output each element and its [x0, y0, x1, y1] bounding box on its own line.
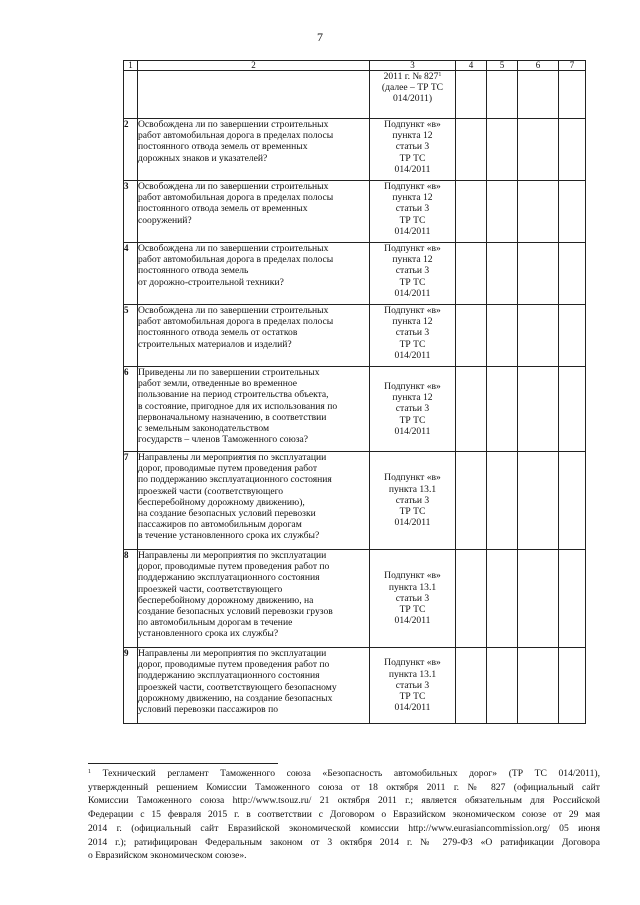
footnote-line: $^1$ Технический регламент Таможенного союза «Безопасность автомобильных дорог» (ТР ТС 014/2011),	[88, 768, 600, 779]
column-header-4: 4	[456, 61, 487, 71]
answer-cell-col-6	[518, 181, 559, 243]
question-line: работ автомобильная дорога в пределах полосы	[138, 316, 334, 328]
question-line: работ земли, отведенные во временное	[138, 378, 298, 390]
answer-cell-col-7	[559, 181, 586, 243]
reference-line: 014/2011	[394, 287, 431, 299]
question-line: первоначальному назначению, в соответствии	[138, 411, 327, 423]
question-line: работ автомобильная дорога в пределах полосы	[138, 254, 334, 266]
reference-line: Подпункт «в»	[384, 472, 441, 484]
column-header-6: 6	[518, 61, 559, 71]
page-number: 7	[317, 30, 323, 44]
table-row	[124, 243, 586, 305]
reference-line: 014/2011	[394, 163, 431, 175]
table-row	[124, 367, 586, 452]
answer-cell-col-5	[487, 243, 518, 305]
question-cell	[138, 243, 370, 305]
question-line: бесперебойному дорожному движению, на	[138, 594, 314, 606]
reference-line: ТР ТС	[399, 414, 426, 426]
answer-cell-col-6	[518, 367, 559, 452]
question-line: Освобождена ли по завершении строительных	[138, 305, 329, 316]
question-line: сооружений?	[138, 214, 192, 226]
question-line: бесперебойному дорожному движению),	[138, 496, 305, 508]
answer-cell-col-5	[487, 367, 518, 452]
question-line: постоянного отвода земель от временных	[138, 203, 308, 215]
question-line: пассажиров по автомобильным дорогам	[138, 519, 302, 531]
column-header-2: 2	[138, 61, 370, 71]
answer-cell-col-4	[456, 550, 487, 648]
question-line: Направлены ли мероприятия по эксплуатации	[138, 452, 327, 463]
answer-cell-col-4	[456, 119, 487, 181]
column-header-7: 7	[559, 61, 586, 71]
question-line: работ автомобильная дорога в пределах полосы	[138, 130, 334, 142]
reference-cell	[370, 550, 456, 648]
reference-line: 014/2011	[394, 702, 431, 714]
table-row	[124, 305, 586, 367]
question-cell	[138, 367, 370, 452]
row-number-cell: 8	[124, 550, 138, 648]
reference-cell	[370, 367, 456, 452]
reference-line: пункта 12	[392, 316, 433, 328]
question-line: Освобождена ли по завершении строительных	[138, 243, 329, 254]
answer-cell-col-5	[487, 71, 518, 119]
table-row	[124, 119, 586, 181]
answer-cell-col-4	[456, 367, 487, 452]
answer-cell-col-7	[559, 243, 586, 305]
reference-line: 014/2011	[394, 615, 431, 627]
column-header-5: 5	[487, 61, 518, 71]
question-line: по автомобильным дорогам в течение	[138, 617, 293, 629]
question-line: проезжей части, соответствующего	[138, 583, 283, 595]
answer-cell-col-4	[456, 243, 487, 305]
answer-cell-col-5	[487, 648, 518, 724]
answer-cell-col-6	[518, 648, 559, 724]
question-line: работ автомобильная дорога в пределах полосы	[138, 192, 334, 204]
question-line: Приведены ли по завершении строительных	[138, 367, 320, 378]
question-line: постоянного отвода земель	[138, 265, 249, 277]
reference-line: пункта 13.1	[388, 668, 437, 680]
question-line: с земельным законодательством	[138, 423, 270, 435]
footnote-line: утвержденный решением Комиссии Таможенного союза от 18 октября 2011 г. № 827 (официальный сайт	[88, 781, 600, 793]
reference-line: пункта 12	[392, 130, 433, 142]
reference-line: 014/2011	[394, 349, 431, 361]
answer-cell-col-7	[559, 119, 586, 181]
reference-line: (далее – ТР ТС	[381, 82, 444, 94]
answer-cell-col-5	[487, 305, 518, 367]
reference-line: Подпункт «в»	[384, 380, 441, 392]
question-line: постоянного отвода земель от остатков	[138, 327, 298, 339]
footnote-line: Комиссии Таможенного союза http://www.tsouz.ru/ 21 октября 2011 г.; является обязательным для Российской	[88, 795, 600, 807]
reference-cell	[370, 243, 456, 305]
question-line: Направлены ли мероприятия по эксплуатации	[138, 648, 327, 659]
column-header-1: 1	[124, 61, 138, 71]
reference-cell	[370, 648, 456, 724]
reference-line: статьи 3	[395, 494, 430, 506]
question-line: в течение установленного срока их службы?	[138, 530, 320, 542]
question-line: проезжей части (соответствующего	[138, 485, 284, 497]
reference-line: пункта 12	[392, 192, 433, 204]
footnote-mark: 1	[88, 769, 91, 775]
question-line: создание безопасных условий перевозки грузов	[138, 606, 333, 618]
reference-line: статьи 3	[395, 679, 430, 691]
reference-line: ТР ТС	[399, 214, 426, 226]
table-row	[124, 648, 586, 724]
question-line: Направлены ли мероприятия по эксплуатации	[138, 550, 327, 561]
reference-line: ТР ТС	[399, 152, 426, 164]
reference-line: пункта 13.1	[388, 581, 437, 593]
question-line: поддержанию эксплуатационного состояния	[138, 670, 320, 682]
table-row	[124, 181, 586, 243]
question-line: на создание безопасных условий перевозки	[138, 508, 316, 520]
reference-line: статьи 3	[395, 592, 430, 604]
checklist-table	[123, 60, 586, 724]
reference-cell	[370, 452, 456, 550]
table-body	[124, 71, 586, 724]
question-cell	[138, 71, 370, 119]
question-cell	[138, 550, 370, 648]
answer-cell-col-7	[559, 71, 586, 119]
question-line: по поддержанию эксплуатационного состояния	[138, 474, 332, 486]
question-line: Освобождена ли по завершении строительных	[138, 181, 329, 192]
question-cell	[138, 305, 370, 367]
reference-line: 014/2011	[394, 517, 431, 529]
row-number-cell: 2	[124, 119, 138, 181]
reference-line: пункта 13.1	[388, 483, 437, 495]
answer-cell-col-5	[487, 181, 518, 243]
question-line: строительных материалов и изделий?	[138, 338, 292, 350]
answer-cell-col-4	[456, 305, 487, 367]
question-cell	[138, 452, 370, 550]
reference-line: Подпункт «в»	[384, 243, 441, 254]
question-cell	[138, 648, 370, 724]
answer-cell-col-5	[487, 550, 518, 648]
reference-line: ТР ТС	[399, 691, 426, 703]
question-line: дорог, проводимые путем проведения работ	[138, 463, 318, 475]
question-line: дорожному движению, на создание безопасных	[138, 692, 333, 704]
reference-line: ТР ТС	[399, 604, 426, 616]
answer-cell-col-7	[559, 452, 586, 550]
answer-cell-col-7	[559, 367, 586, 452]
question-line: постоянного отвода земель от временных	[138, 141, 308, 153]
answer-cell-col-4	[456, 452, 487, 550]
answer-cell-col-6	[518, 71, 559, 119]
footnote-line: о Евразийском экономическом союзе».	[88, 850, 247, 862]
answer-cell-col-6	[518, 550, 559, 648]
reference-line: 014/2011	[394, 425, 431, 437]
row-number-cell: 3	[124, 181, 138, 243]
header-row	[124, 61, 586, 71]
answer-cell-col-7	[559, 550, 586, 648]
row-number-cell: 7	[124, 452, 138, 550]
reference-cell	[370, 71, 456, 119]
question-line: Освобождена ли по завершении строительных	[138, 119, 329, 130]
table-row	[124, 550, 586, 648]
question-line: дорожных знаков и указателей?	[138, 152, 268, 164]
question-line: условий перевозки пассажиров по	[138, 704, 279, 716]
answer-cell-col-6	[518, 119, 559, 181]
question-line: государств – членов Таможенного союза?	[138, 434, 309, 446]
question-cell	[138, 181, 370, 243]
question-line: установленного срока их службы?	[138, 628, 279, 640]
row-number-cell: 6	[124, 367, 138, 452]
answer-cell-col-7	[559, 305, 586, 367]
row-number-cell: 5	[124, 305, 138, 367]
reference-line: Подпункт «в»	[384, 181, 441, 192]
reference-line: Подпункт «в»	[384, 119, 441, 130]
reference-cell	[370, 119, 456, 181]
answer-cell-col-6	[518, 305, 559, 367]
table-row-continuation	[124, 71, 586, 119]
row-number-cell: 4	[124, 243, 138, 305]
reference-line: 2011 г. № $827^1$	[383, 71, 442, 82]
reference-line: статьи 3	[395, 403, 430, 415]
reference-line: Подпункт «в»	[384, 657, 441, 669]
reference-line: статьи 3	[395, 265, 430, 277]
reference-line: Подпункт «в»	[384, 570, 441, 582]
question-line: дорог, проводимые путем проведения работ по	[138, 561, 330, 573]
footnote-line: 2014 г. (официальный сайт Евразийской экономической комиссии http://www.eurasiancommission.org/ 05 июня	[88, 822, 600, 834]
footnote	[88, 767, 600, 863]
reference-line: пункта 12	[392, 392, 433, 404]
reference-line: ТР ТС	[399, 338, 426, 350]
footnote-mark: 1	[438, 72, 442, 78]
column-header-3: 3	[370, 61, 456, 71]
question-line: от дорожно-строительной техники?	[138, 276, 284, 288]
question-line: в состояние, пригодное для их использования по	[138, 400, 338, 412]
table-row	[124, 452, 586, 550]
answer-cell-col-4	[456, 181, 487, 243]
reference-line: ТР ТС	[399, 506, 426, 518]
answer-cell-col-4	[456, 71, 487, 119]
reference-line: статьи 3	[395, 327, 430, 339]
reference-line: статьи 3	[395, 141, 430, 153]
question-line: поддержанию эксплуатационного состояния	[138, 572, 320, 584]
reference-line: пункта 12	[392, 254, 433, 266]
reference-line: статьи 3	[395, 203, 430, 215]
answer-cell-col-4	[456, 648, 487, 724]
reference-line: Подпункт «в»	[384, 305, 441, 316]
question-cell	[138, 119, 370, 181]
reference-cell	[370, 181, 456, 243]
answer-cell-col-7	[559, 648, 586, 724]
answer-cell-col-5	[487, 452, 518, 550]
footnote-line: Федерации с 15 февраля 2015 г. в соответствии с Договором о Евразийском экономическом союзе от 29 мая	[88, 809, 600, 821]
answer-cell-col-6	[518, 452, 559, 550]
reference-line: 014/2011)	[392, 93, 433, 105]
reference-line: 014/2011	[394, 225, 431, 237]
footnote-line: 2014 г.); ратифицирован Федеральным законом от 3 октября 2014 г. № 279-ФЗ «О ратификации Договора	[88, 836, 600, 848]
row-number-cell	[124, 71, 138, 119]
question-line: пользование на период строительства объекта,	[138, 389, 329, 401]
row-number-cell: 9	[124, 648, 138, 724]
answer-cell-col-6	[518, 243, 559, 305]
answer-cell-col-5	[487, 119, 518, 181]
question-line: проезжей части, соответствующего безопасному	[138, 681, 337, 693]
question-line: дорог, проводимые путем проведения работ по	[138, 659, 330, 671]
reference-cell	[370, 305, 456, 367]
reference-line: ТР ТС	[399, 276, 426, 288]
footnote-separator	[88, 763, 278, 764]
